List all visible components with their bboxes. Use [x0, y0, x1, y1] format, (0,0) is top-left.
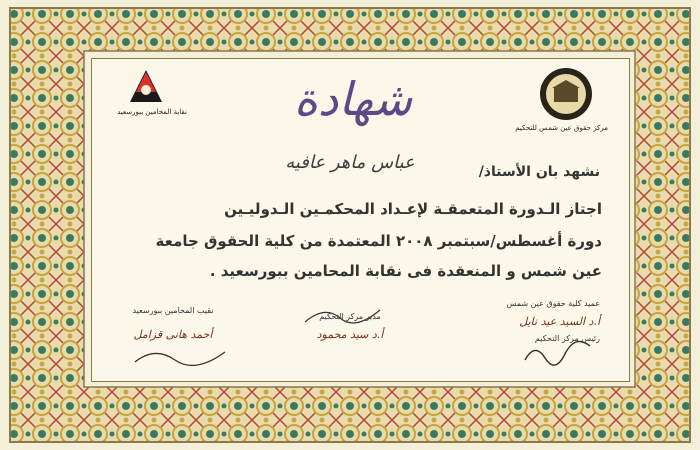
right-signatory-subtitle: رئيس مركز التحكيم [534, 334, 600, 343]
recipient-name: عباس ماهر عافيه [285, 152, 415, 173]
center-signatory-name: أ.د سيد محمود [316, 328, 384, 341]
center-signatory-title: مدير مركز التحكيم [319, 312, 381, 321]
left-signatory-title: نقيب المحامين ببورسعيد [132, 306, 214, 315]
right-signatory-title: عميد كلية حقوق عين شمس [506, 299, 600, 308]
center-signature-scribble [300, 300, 390, 330]
intro-label: نشهد بان الأستاذ/ [478, 164, 600, 180]
left-signature-scribble [130, 344, 230, 370]
body-line-3: عين شمس و المنعقدة فى نقابة المحامين ببورسعيد . [209, 262, 602, 280]
right-signatory-name: أ.د السيد عيد نايل [519, 315, 600, 328]
certificate-title: شهادة [293, 72, 413, 126]
left-logo-caption: نقابة المحامين ببورسعيد [117, 108, 187, 116]
right-logo-caption: مركز حقوق عين شمس للتحكيم [515, 124, 608, 132]
right-signature-scribble [520, 340, 600, 370]
body-line-2: دورة أغسطس/سبتمبر ٢٠٠٨ المعتمدة من كلية الحقوق جامعة [155, 232, 602, 250]
left-signatory-name: أحمد هانى قزامل [133, 328, 213, 341]
body-line-1: اجتاز الـدورة المتعمقـة لإعـداد المحكمـين الـدوليـين [224, 200, 602, 218]
lawyers-syndicate-logo-icon [128, 68, 164, 104]
ain-shams-arbitration-seal-icon [538, 66, 594, 122]
